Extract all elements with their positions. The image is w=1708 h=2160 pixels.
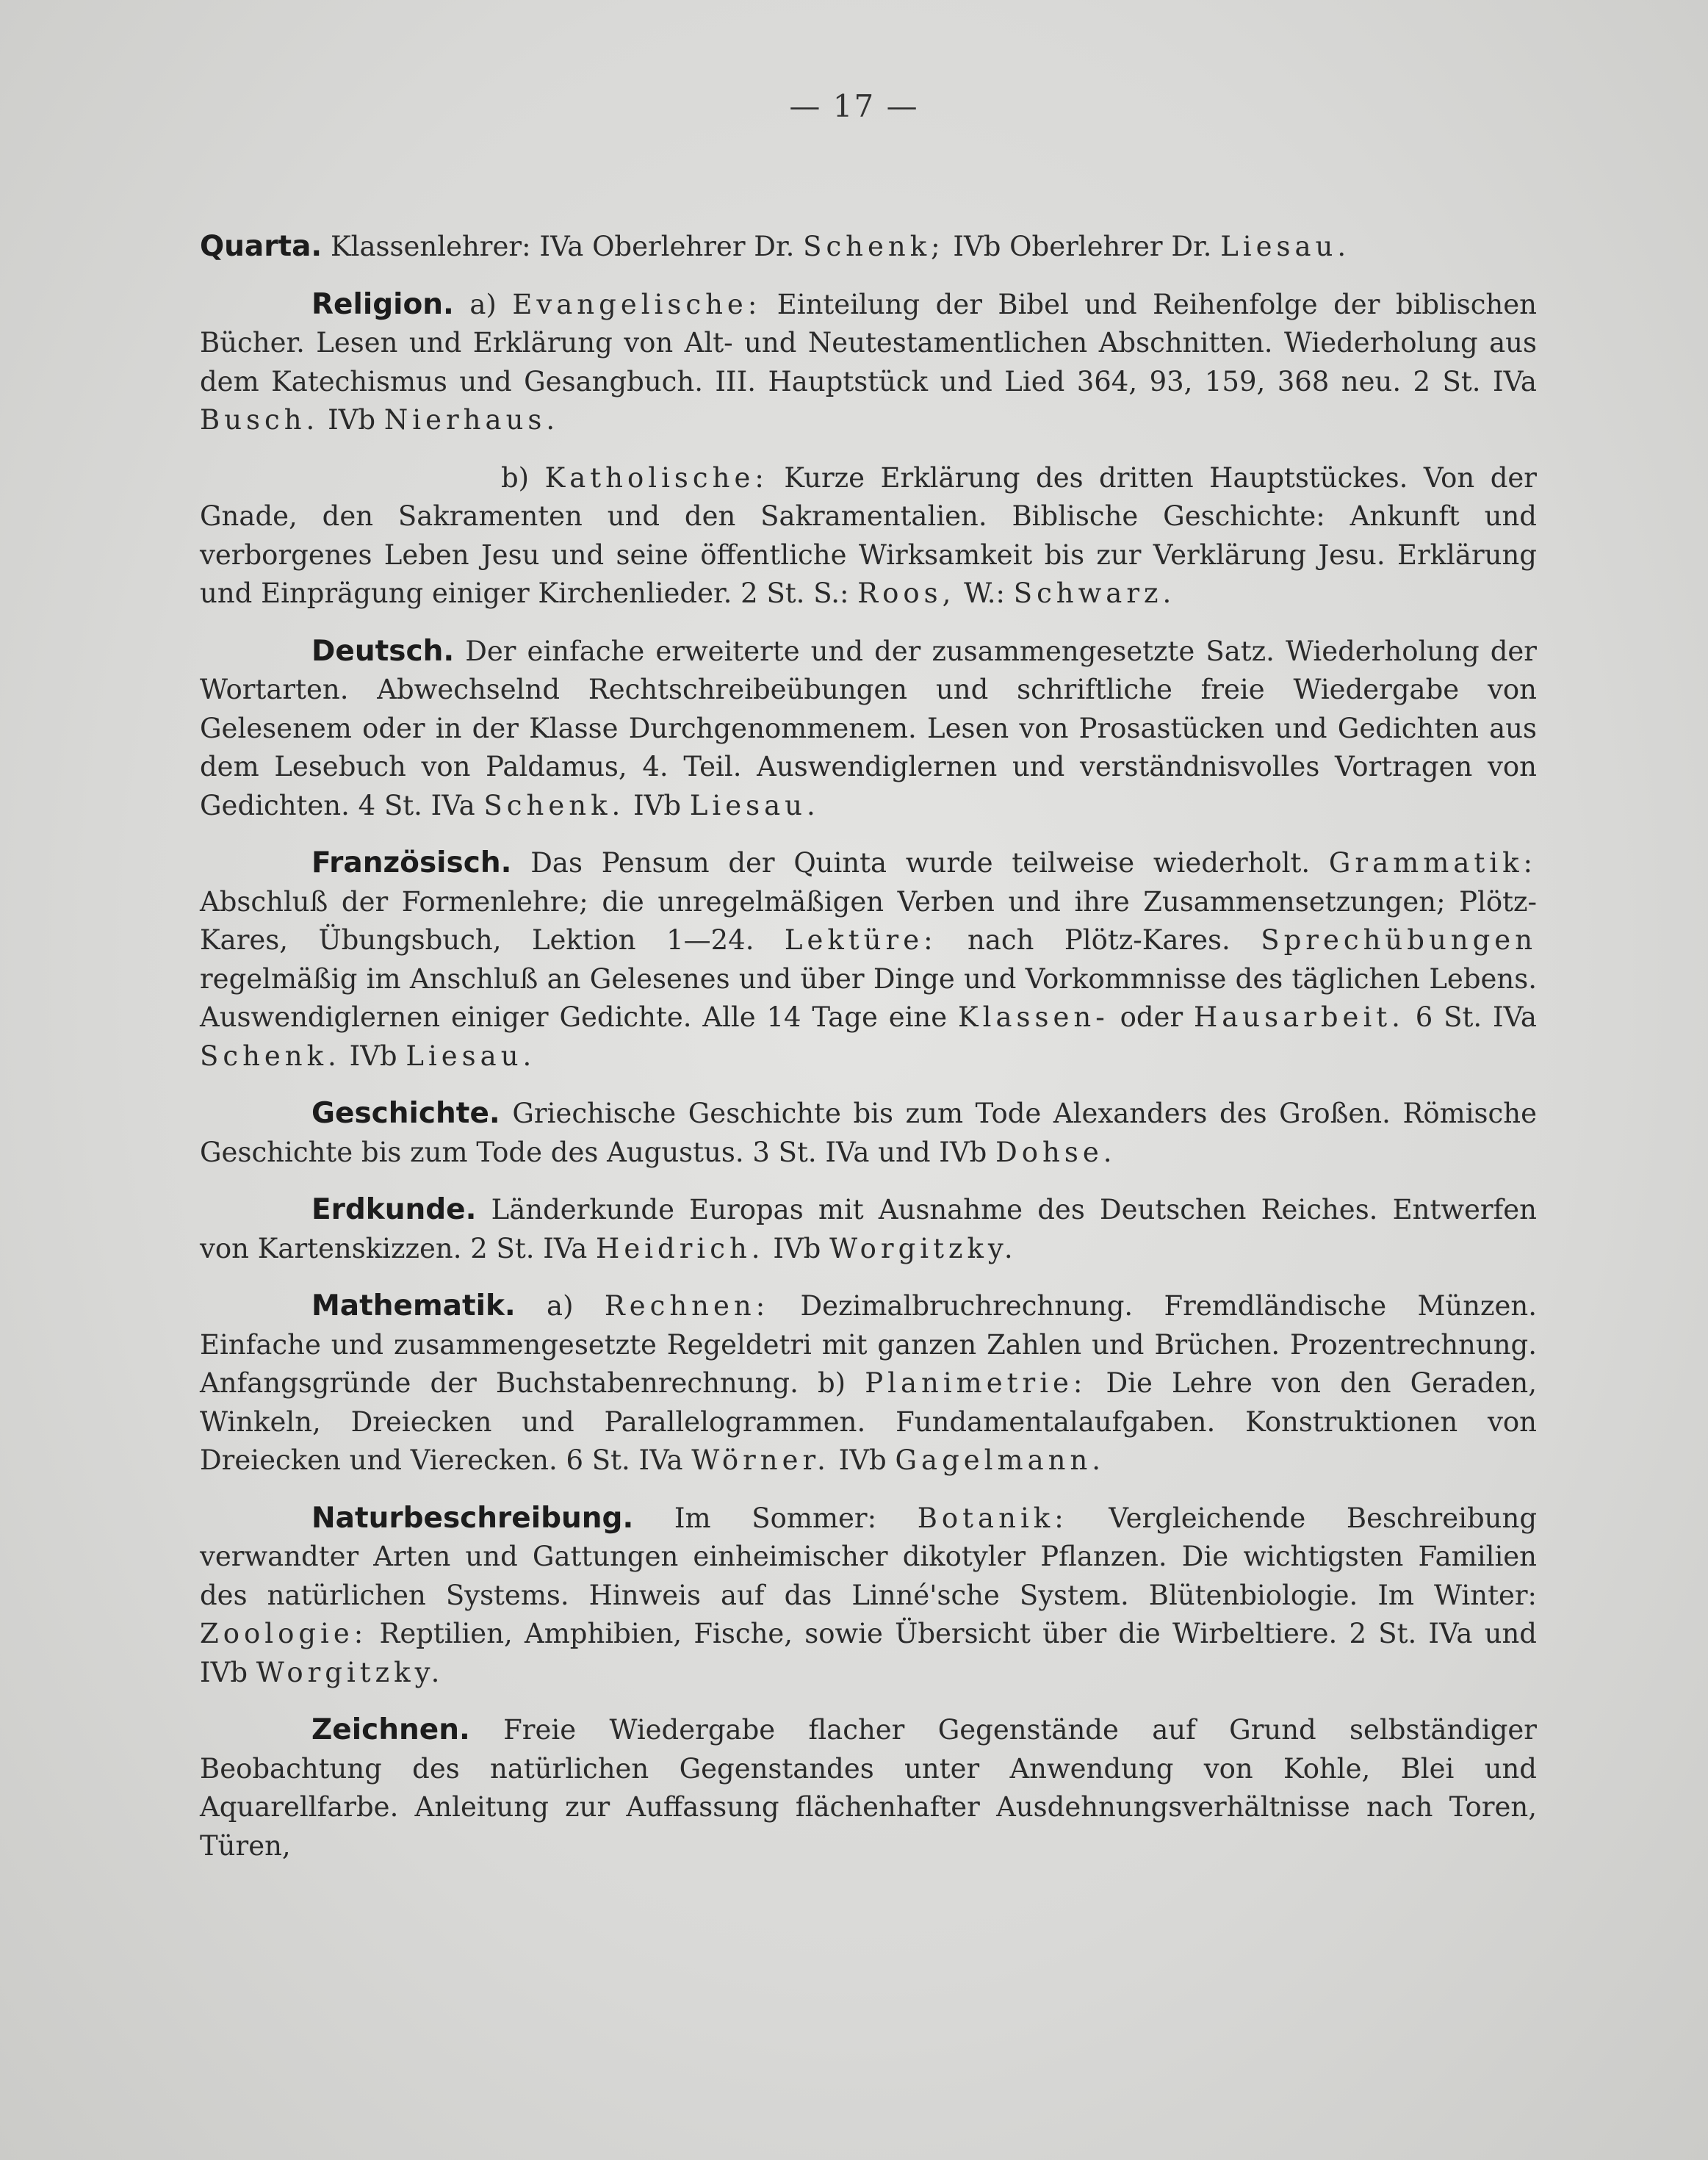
- religion-a-text: Einteilung der Bibel und Reihenfolge der biblischen Bücher. Lesen und Erklärung von Alt- und Neutestamentlichen Abschnitten. Wiederholung aus dem Katechismus und Gesangbuch. III. Hauptstück und Lied 364, 93, 159, 368 neu. 2 St. IVa: [200, 288, 1537, 397]
- section-erdkunde: [200, 1191, 1537, 1268]
- section-zeichnen: [200, 1711, 1537, 1865]
- religion-a-ivb: IVb: [328, 404, 376, 436]
- deutsch-teacher1: Schenk.: [483, 789, 625, 821]
- franzoesisch-text2: Abschluß der Formenlehre; die unregelmäßigen Verben und ihre Zusammensetzungen; Plötz-Kares, Übungsbuch, Lektion 1—24.: [200, 885, 1537, 956]
- classteacher-label: Klassenlehrer:: [331, 231, 531, 262]
- franzoesisch-text3: nach Plötz-Kares.: [967, 924, 1230, 956]
- franzoesisch-sprechuebungen: Sprechübungen: [1261, 924, 1538, 956]
- franzoesisch-text5: 6 St. IVa: [1415, 1001, 1537, 1033]
- geschichte-heading: Geschichte.: [311, 1097, 500, 1130]
- mathematik-a-prefix: a): [547, 1290, 574, 1322]
- naturbeschreibung-botanik: Botanik:: [917, 1502, 1068, 1534]
- section-religion-b: [200, 459, 1537, 613]
- franzoesisch-ivb: IVb: [349, 1040, 397, 1072]
- religion-a-teacher2: Nierhaus.: [383, 404, 560, 436]
- section-geschichte: [200, 1095, 1537, 1172]
- zeichnen-heading: Zeichnen.: [311, 1713, 470, 1746]
- erdkunde-teacher2: Worgitzky.: [829, 1232, 1017, 1264]
- mathematik-ivb: IVb: [838, 1444, 887, 1476]
- section-franzoesisch: [200, 844, 1537, 1076]
- erdkunde-text: Länderkunde Europas mit Ausnahme des Deutschen Reiches. Entwerfen von Kartenskizzen. 2 St. IVa: [200, 1194, 1537, 1264]
- franzoesisch-text1: Das Pensum der Quinta wurde teilweise wiederholt.: [530, 847, 1311, 879]
- naturbeschreibung-heading: Naturbeschreibung.: [311, 1501, 634, 1535]
- document-body: [200, 228, 1537, 1884]
- mathematik-b-prefix: b): [817, 1367, 846, 1399]
- religion-a-teacher1: Busch.: [200, 404, 320, 436]
- franzoesisch-heading: Französisch.: [311, 846, 512, 879]
- naturbeschreibung-zoologie: Zoologie:: [200, 1618, 368, 1649]
- franzoesisch-teacher1: Schenk.: [200, 1040, 341, 1072]
- religion-a-prefix: a): [469, 288, 497, 320]
- deutsch-heading: Deutsch.: [311, 634, 455, 668]
- mathematik-heading: Mathematik.: [311, 1289, 516, 1322]
- section-quarta: [200, 228, 1537, 267]
- erdkunde-heading: Erdkunde.: [311, 1193, 477, 1226]
- iva-label: IVa Oberlehrer Dr.: [539, 231, 795, 262]
- mathematik-text1: Dezimalbruchrechnung. Fremdländische Münzen. Einfache und zusammengesetzte Regeldetri mit ganzen Zahlen und Brüchen. Prozentrechnung. Anfangsgründe der Buchstabenrechnung.: [200, 1290, 1538, 1399]
- mathematik-teacher2: Gagelmann.: [895, 1444, 1106, 1476]
- section-religion-a: [200, 286, 1537, 440]
- deutsch-teacher2: Liesau.: [689, 789, 820, 821]
- franzoesisch-oder: oder: [1120, 1001, 1183, 1033]
- geschichte-text: Griechische Geschichte bis zum Tode Alexanders des Großen. Römische Geschichte bis zum Tode des Augustus. 3 St. IVa und IVb: [200, 1098, 1537, 1168]
- section-mathematik: [200, 1287, 1537, 1480]
- franzoesisch-lektuere: Lektüre:: [784, 924, 937, 956]
- franzoesisch-hausarbeit: Hausarbeit.: [1193, 1001, 1405, 1033]
- franzoesisch-text4: regelmäßig im Anschluß an Gelesenes und über Dinge und Vorkommnisse des täglichen Lebens. Auswendiglernen einiger Gedichte. Alle 14 Tage eine: [200, 962, 1537, 1033]
- quarta-heading: Quarta.: [200, 230, 322, 263]
- franzoesisch-teacher2: Liesau.: [406, 1040, 536, 1072]
- naturbeschreibung-text2: Vergleichende Beschreibung verwandter Arten und Gattungen einheimischer dikotyler Pflanzen. Die wichtigsten Familien des natürlichen Systems. Hinweis auf das Linné'sche System. Blütenbiologie. Im Winter:: [200, 1502, 1538, 1611]
- mathematik-teacher1: Wörner.: [691, 1444, 830, 1476]
- erdkunde-ivb: IVb: [773, 1232, 821, 1264]
- religion-b-teacher2: Schwarz.: [1013, 577, 1176, 609]
- zeichnen-text: Freie Wiedergabe flacher Gegenstände auf Grund selbständiger Beobachtung des natürlichen Gegenstandes unter Anwendung von Kohle, Blei und Aquarellfarbe. Anleitung zur Auffassung flächenhafter Ausdehnungsverhältnisse nach Toren, Türen,: [200, 1714, 1537, 1862]
- mathematik-rechnen: Rechnen:: [604, 1290, 770, 1322]
- mathematik-planimetrie: Planimetrie:: [865, 1367, 1087, 1399]
- religion-heading: Religion.: [311, 287, 454, 321]
- religion-b-teacher1: Roos,: [857, 577, 956, 609]
- franzoesisch-grammatik: Grammatik:: [1328, 847, 1537, 879]
- ivb-label: IVb Oberlehrer Dr.: [953, 231, 1212, 262]
- deutsch-text: Der einfache erweiterte und der zusammengesetzte Satz. Wiederholung der Wortarten. Abwechselnd Rechtschreibeübungen und schriftliche freie Wiedergabe von Gelesenem oder in der Klasse Durchgenommenem. Lesen von Prosastücken und Gedichten aus dem Lesebuch von Paldamus, 4. Teil. Auswendiglernen und verständnisvolles Vortragen von Gedichten. 4 St. IVa: [200, 635, 1537, 821]
- section-naturbeschreibung: [200, 1500, 1537, 1693]
- naturbeschreibung-teacher: Worgitzky.: [256, 1656, 444, 1688]
- ivb-teacher: Liesau.: [1220, 231, 1351, 262]
- mathematik-text2: Die Lehre von den Geraden, Winkeln, Dreiecken und Parallelogrammen. Fundamentalaufgaben. Konstruktionen von Dreiecken und Vierecken. 6 St. IVa: [200, 1367, 1537, 1476]
- naturbeschreibung-text1: Im Sommer:: [674, 1502, 877, 1534]
- page-number: — 17 —: [789, 88, 919, 124]
- religion-b-prefix: b): [501, 461, 530, 494]
- franzoesisch-klassen: Klassen-: [958, 1001, 1109, 1033]
- geschichte-teacher: Dohse.: [995, 1136, 1117, 1168]
- religion-b-w: W.:: [964, 577, 1005, 609]
- religion-a-title: Evangelische:: [512, 288, 762, 320]
- naturbeschreibung-text3: Reptilien, Amphibien, Fische, sowie Übersicht über die Wirbeltiere. 2 St. IVa und IVb: [200, 1618, 1537, 1688]
- section-deutsch: [200, 633, 1537, 826]
- iva-teacher: Schenk;: [803, 231, 945, 262]
- erdkunde-teacher1: Heidrich.: [596, 1232, 765, 1264]
- religion-b-title: Katholische:: [544, 461, 768, 494]
- deutsch-ivb: IVb: [633, 789, 682, 821]
- religion-b-text: Kurze Erklärung des dritten Hauptstückes. Von der Gnade, den Sakramenten und den Sakramentalien. Biblische Geschichte: Ankunft und verborgenes Leben Jesu und seine öffentliche Wirksamkeit bis zur Verklärung Jesu. Erklärung und Einprägung einiger Kirchenlieder. 2 St. S.:: [200, 461, 1537, 609]
